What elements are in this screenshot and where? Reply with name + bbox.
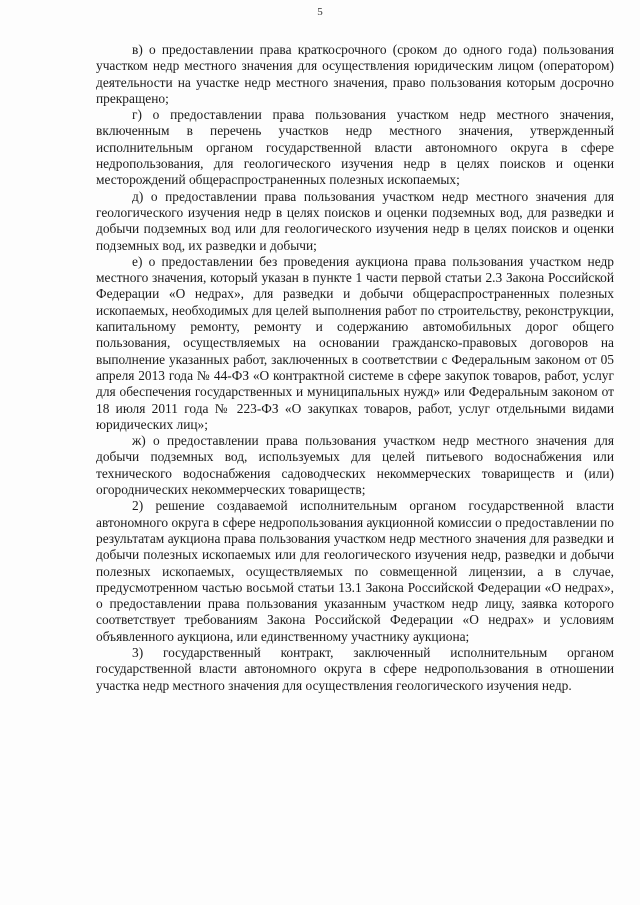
paragraph-v: в) о предоставлении права краткосрочного (сроком до одного года) пользования участком недр местного значения для осуществления юридическим лицом (оператором) деятельности на участке недр местного значения, право пользования которым досрочно прекращено;	[96, 42, 614, 106]
paragraph-g: г) о предоставлении права пользования участком недр местного значения, включенным в перечень участков недр местного значения, утвержденный исполнительным органом государственной власти автономного округа в сфере недропользования, для геологического изучения недр в целях поисков и оценки месторождений общераспространенных полезных ископаемых;	[96, 107, 614, 188]
paragraph-d: д) о предоставлении права пользования участком недр местного значения для геологического изучения недр в целях поисков и оценки подземных вод, для разведки и добычи подземных вод или для геологического изучения недр в целях поисков и оценки подземных вод, их разведки и добычи;	[96, 188, 614, 253]
paragraph-3: 3) государственный контракт, заключенный исполнительным органом государственной власти автономного округа в сфере недропользования в отношении участка недр местного значения для осуществления геологического изучения недр.	[96, 644, 614, 693]
paragraph-e: е) о предоставлении без проведения аукциона права пользования участком недр местного значения, который указан в пункте 1 части первой статьи 2.3 Закона Российской Федерации «О недрах», для разведки и добычи общераспространенных полезных ископаемых, необходимых для целей выполнения работ по строительству, реконструкции, капитальному ремонту, ремонту и содержанию автомобильных дорог общего пользования, осуществляемых на основании гражданско-правовых договоров на выполнение указанных работ, заключенных в соответствии с Федеральным законом от 05 апреля 2013 года № 44-ФЗ «О контрактной системе в сфере закупок товаров, работ, услуг для обеспечения государственных и муниципальных нужд» или Федеральным законом от 18 июля 2011 года № 223-ФЗ «О закупках товаров, работ, услуг отдельными видами юридических лиц»;	[96, 253, 614, 432]
page-number: 5	[317, 6, 323, 18]
paragraph-zh: ж) о предоставлении права пользования участком недр местного значения для добычи подземных вод, используемых для целей питьевого водоснабжения или технического водоснабжения садоводческих некоммерческих товариществ и (или) огороднических некоммерческих товариществ;	[96, 433, 614, 498]
document-body	[96, 42, 614, 694]
paragraph-2: 2) решение создаваемой исполнительным органом государственной власти автономного округа в сфере недропользования аукционной комиссии о предоставлении по результатам аукциона права пользования участком недр местного значения для разведки и добычи полезных ископаемых или для геологического изучения недр, разведки и добычи полезных ископаемых, осуществляемых по совмещенной лицензии, а в случае, предусмотренном частью восьмой статьи 13.1 Закона Российской Федерации «О недрах», о предоставлении права пользования указанным участком недр лицу, заявка которого соответствует требованиям Закона Российской Федерации «О недрах» и условиям объявленного аукциона, или единственному участнику аукциона;	[96, 498, 614, 644]
